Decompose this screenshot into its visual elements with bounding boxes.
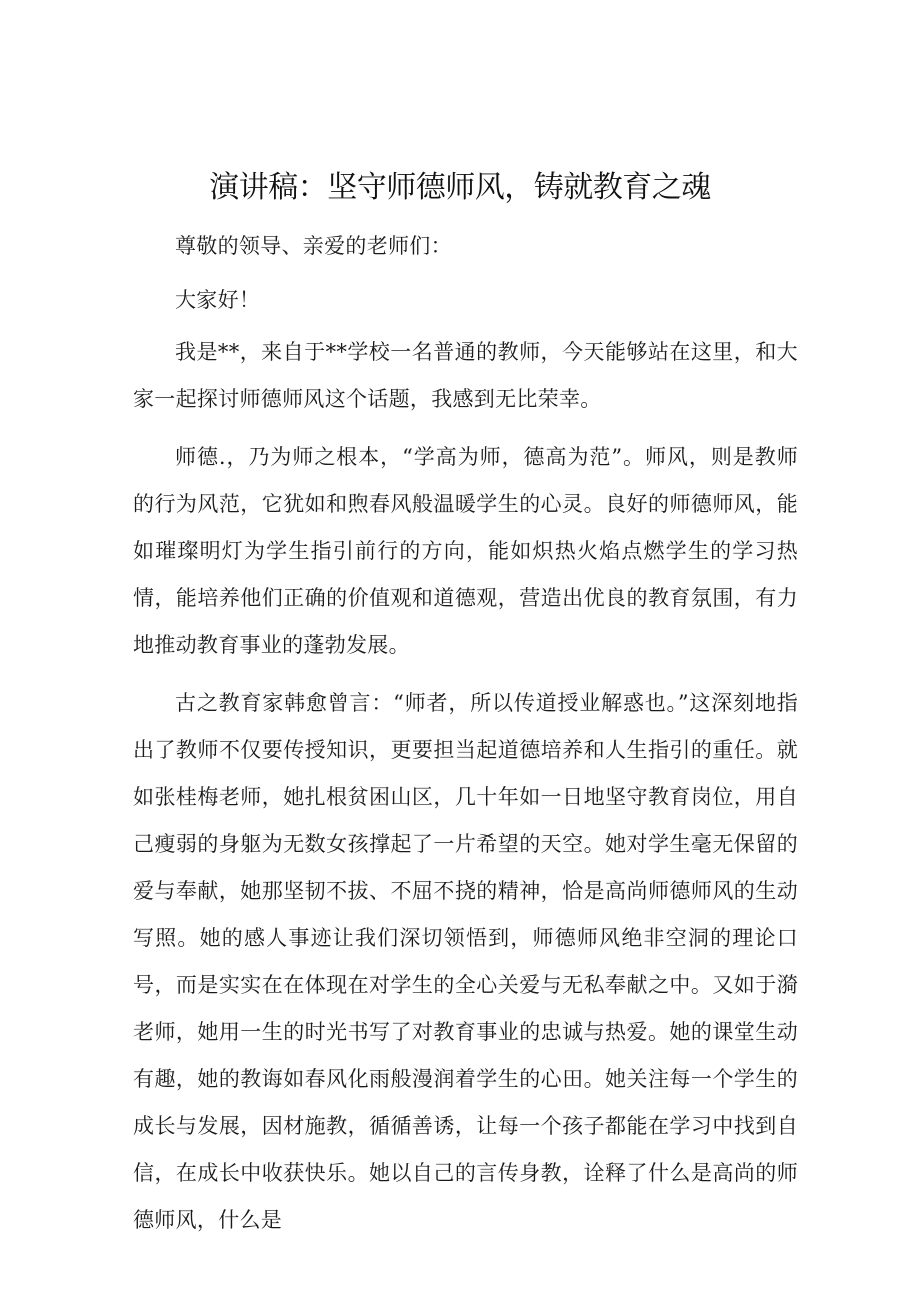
- salutation-paragraph: 尊敬的领导、亲爱的老师们：: [175, 234, 452, 258]
- teacher-ethics-paragraph: 师德.，乃为师之根本，“学高为师，德高为范”。师风，则是教师的行为风范，它犹如和煦春风般温暖学生的心灵。良好的师德师风，能如璀璨明灯为学生指引前行的方向，能如炽热火焰点燃学生的学习热情，能培养他们正确的价值观和道德观，营造出优良的教育氛围，有力地推动教育事业的蓬勃发展。: [133, 445, 798, 657]
- document-body: [133, 223, 798, 1244]
- introduction-paragraph: 我是**，来自于**学校一名普通的教师，今天能够站在这里，和大家一起探讨师德师风这个话题，我感到无比荣幸。: [133, 340, 798, 411]
- examples-paragraph: 古之教育家韩愈曾言：“师者，所以传道授业解惑也。”这深刻地指出了教师不仅要传授知识，更要担当起道德培养和人生指引的重任。就如张桂梅老师，她扎根贫困山区，几十年如一日地坚守教育岗位，用自己瘦弱的身躯为无数女孩撑起了一片希望的天空。她对学生毫无保留的爱与奉献，她那坚韧不拔、不屈不挠的精神，恰是高尚师德师风的生动写照。她的感人事迹让我们深切领悟到，师德师风绝非空洞的理论口号，而是实实在在体现在对学生的全心关爱与无私奉献之中。又如于漪老师，她用一生的时光书写了对教育事业的忠诚与热爱。她的课堂生动有趣，她的教诲如春风化雨般漫润着学生的心田。她关注每一个学生的成长与发展，因材施教，循循善诱，让每一个孩子都能在学习中找到自信，在成长中收获快乐。她以自己的言传身教，诠释了什么是高尚的师德师风，什么是: [133, 691, 798, 1232]
- greeting-paragraph: 大家好！: [175, 288, 261, 312]
- document-title: 演讲稿：坚守师德师风，铸就教育之魂: [209, 170, 711, 205]
